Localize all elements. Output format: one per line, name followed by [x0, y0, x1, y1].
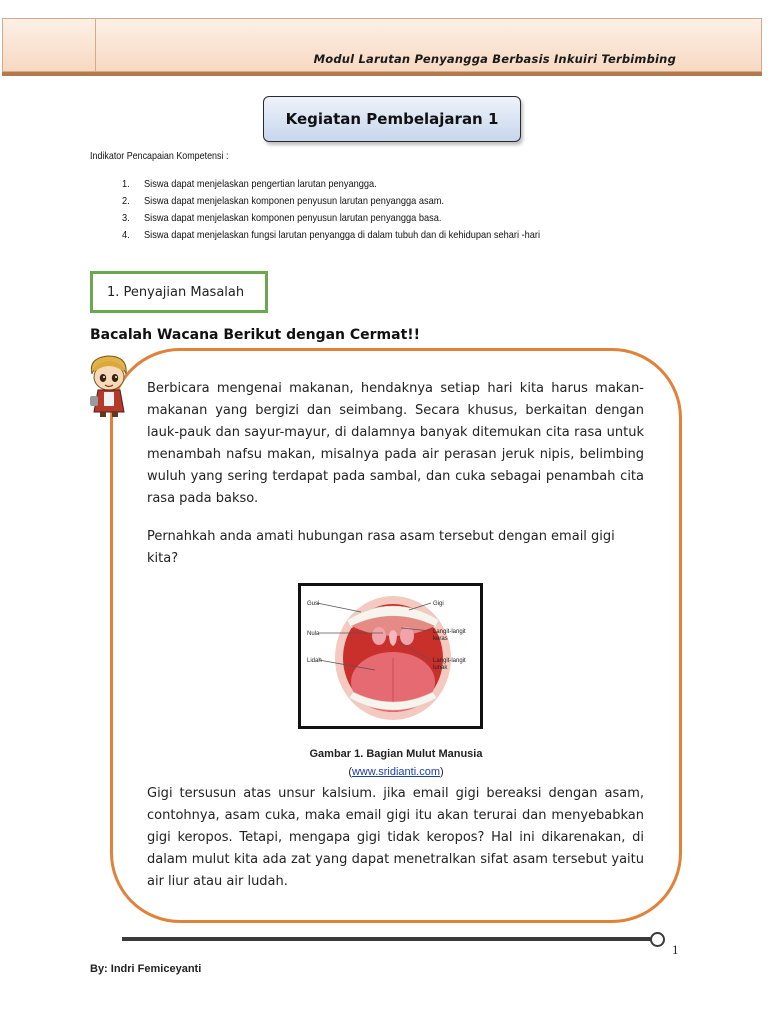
mascot-icon — [84, 352, 134, 418]
section-title: Kegiatan Pembelajaran 1 — [285, 110, 499, 128]
label-lidah: Lidah — [307, 658, 322, 664]
label-gigi: Gigi — [433, 601, 444, 607]
list-number: 1. — [122, 178, 130, 190]
figure-caption: Gambar 1. Bagian Mulut Manusia — [309, 748, 483, 760]
mouth-figure — [298, 583, 483, 729]
list-text: Siswa dapat menjelaskan komponen penyusun larutan penyangga basa. — [144, 212, 442, 224]
list-text: Siswa dapat menjelaskan pengertian larutan penyangga. — [144, 178, 377, 190]
source-link[interactable]: www.sridianti.com — [351, 766, 441, 778]
footer-line — [122, 937, 652, 941]
label-nula: Nula — [307, 631, 320, 637]
header-divider — [95, 19, 96, 71]
header-underline — [2, 72, 762, 76]
paragraph-explanation: Gigi tersusun atas unsur kalsium. jika email gigi bereaksi dengan asam, contohnya, asam cuka, maka email gigi itu akan terurai dan menyebabkan gigi keropos. Tetapi, mengapa gigi tidak keropos? Hal ini dikarenakan, di dalam mulut kita ada zat yang dapat menetralkan sifat asam tersebut yaitu air liur atau air ludah. — [147, 786, 644, 889]
paragraph-question: Pernahkah anda amati hubungan rasa asam tersebut dengan email gigi kita? — [147, 529, 615, 566]
list-text: Siswa dapat menjelaskan komponen penyusun larutan penyangga asam. — [144, 195, 444, 207]
label-langit-keras-2: keras — [433, 636, 448, 642]
label-langit-lunak-2: lunak — [433, 665, 448, 671]
author: By: Indri Femiceyanti — [90, 963, 202, 975]
indikator-list — [122, 178, 540, 246]
footer-ring-icon — [650, 932, 665, 947]
list-item — [122, 195, 540, 212]
page-number: 1 — [672, 942, 679, 957]
list-number: 3. — [122, 212, 130, 224]
list-text: Siswa dapat menjelaskan fungsi larutan penyangga di dalam tubuh dan di kehidupan sehari -hari — [144, 229, 541, 241]
step-label: 1. Penyajian Masalah — [107, 284, 245, 300]
list-number: 4. — [122, 229, 130, 241]
list-number: 2. — [122, 195, 130, 207]
mouth-diagram — [301, 586, 480, 726]
source-close: ) — [440, 766, 444, 778]
section-title-box — [263, 96, 521, 142]
list-item — [122, 212, 540, 229]
source-open: ( — [348, 766, 352, 778]
module-title: Modul Larutan Penyangga Berbasis Inkuiri Terbimbing — [313, 52, 676, 66]
label-langit-lunak: Langit-langit — [433, 658, 466, 664]
label-gusi: Gusi — [307, 601, 320, 607]
list-item — [122, 178, 540, 195]
reading-heading: Bacalah Wacana Berikut dengan Cermat!! — [90, 327, 421, 343]
figure-source — [296, 766, 496, 778]
list-item — [122, 229, 540, 246]
label-langit-keras: Langit-langit — [433, 629, 466, 635]
indikator-label: Indikator Pencapaian Kompetensi : — [90, 150, 229, 162]
paragraph-intro: Berbicara mengenai makanan, hendaknya setiap hari kita harus makan-makanan yang bergizi dan seimbang. Secara khusus, berkaitan dengan lauk-pauk dan sayur-mayur, di dalamnya banyak ditemukan cita rasa untuk menambah nafsu makan, misalnya pada air perasan jeruk nipis, belimbing wuluh yang sering terdapat pada sambal, dan cuka sebagai penambah cita rasa pada bakso. — [147, 381, 644, 506]
step-box — [90, 271, 268, 313]
